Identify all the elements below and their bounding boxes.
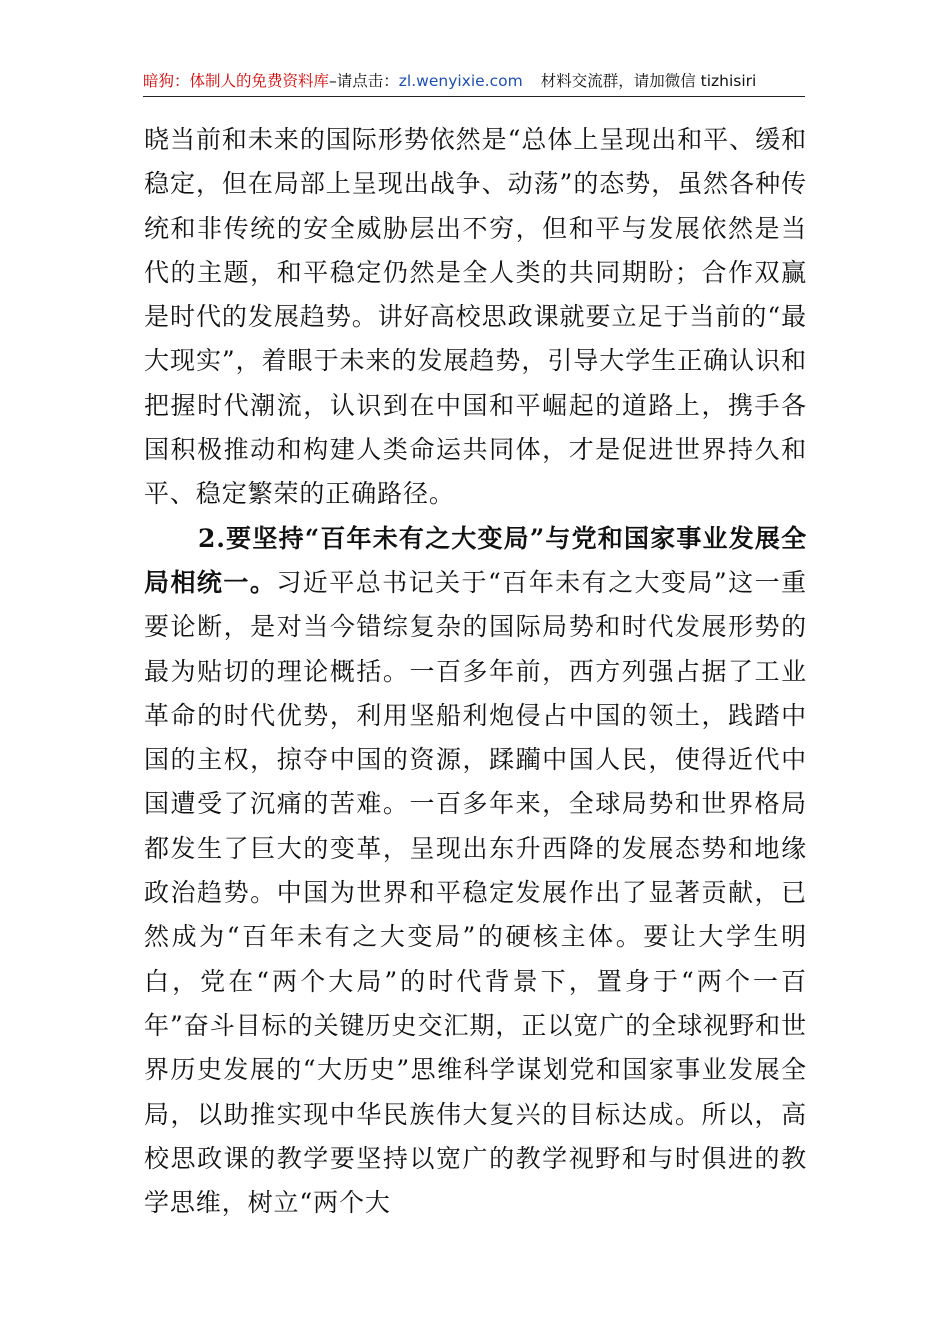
document-body — [144, 118, 807, 1225]
paragraph-1: 晓当前和未来的国际形势依然是“总体上呈现出和平、缓和稳定，但在局部上呈现出战争、动荡”的态势，虽然各种传统和非传统的安全威胁层出不穷，但和平与发展依然是当代的主题，和平稳定仍然是全人类的共同期盼；合作双赢是时代的发展趋势。讲好高校思政课就要立足于当前的“最大现实”，着眼于未来的发展趋势，引导大学生正确认识和把握时代潮流，认识到在中国和平崛起的道路上，携手各国积极推动和构建人类命运共同体，才是促进世界持久和平、稳定繁荣的正确路径。 — [144, 125, 807, 509]
paragraph-2-text: 习近平总书记关于“百年未有之大变局”这一重要论断，是对当今错综复杂的国际局势和时代发展形势的最为贴切的理论概括。一百多年前，西方列强占据了工业革命的时代优势，利用坚船利炮侵占中国的领土，践踏中国的主权，掠夺中国的资源，蹂躏中国人民，使得近代中国遭受了沉痛的苦难。一百多年来，全球局势和世界格局都发生了巨大的变革，呈现出东升西降的发展态势和地缘政治趋势。中国为世界和平稳定发展作出了显著贡献，已然成为“百年未有之大变局”的硬核主体。要让大学生明白，党在“两个大局”的时代背景下，置身于“两个一百年”奋斗目标的关键历史交汇期，正以宽广的全球视野和世界历史发展的“大历史”思维科学谋划党和国家事业发展全局，以助推实现中华民族伟大复兴的目标达成。所以，高校思政课的教学要坚持以宽广的教学视野和与时俱进的教学思维，树立“两个大 — [144, 567, 807, 1218]
header-separator: –请点击： — [329, 72, 399, 90]
header-brand: 暗狗：体制人的免费资料库 — [143, 72, 330, 90]
header-url-link[interactable]: zl.wenyixie.com — [398, 72, 523, 90]
paragraph-2 — [144, 517, 807, 1226]
header-contact: 材料交流群，请加微信 tizhisiri — [540, 72, 757, 90]
page-header — [143, 68, 805, 97]
paragraph-2-heading: 2.要坚持“百年未有之大变局”与党和国家事业发展全局相统一。 — [144, 523, 807, 597]
